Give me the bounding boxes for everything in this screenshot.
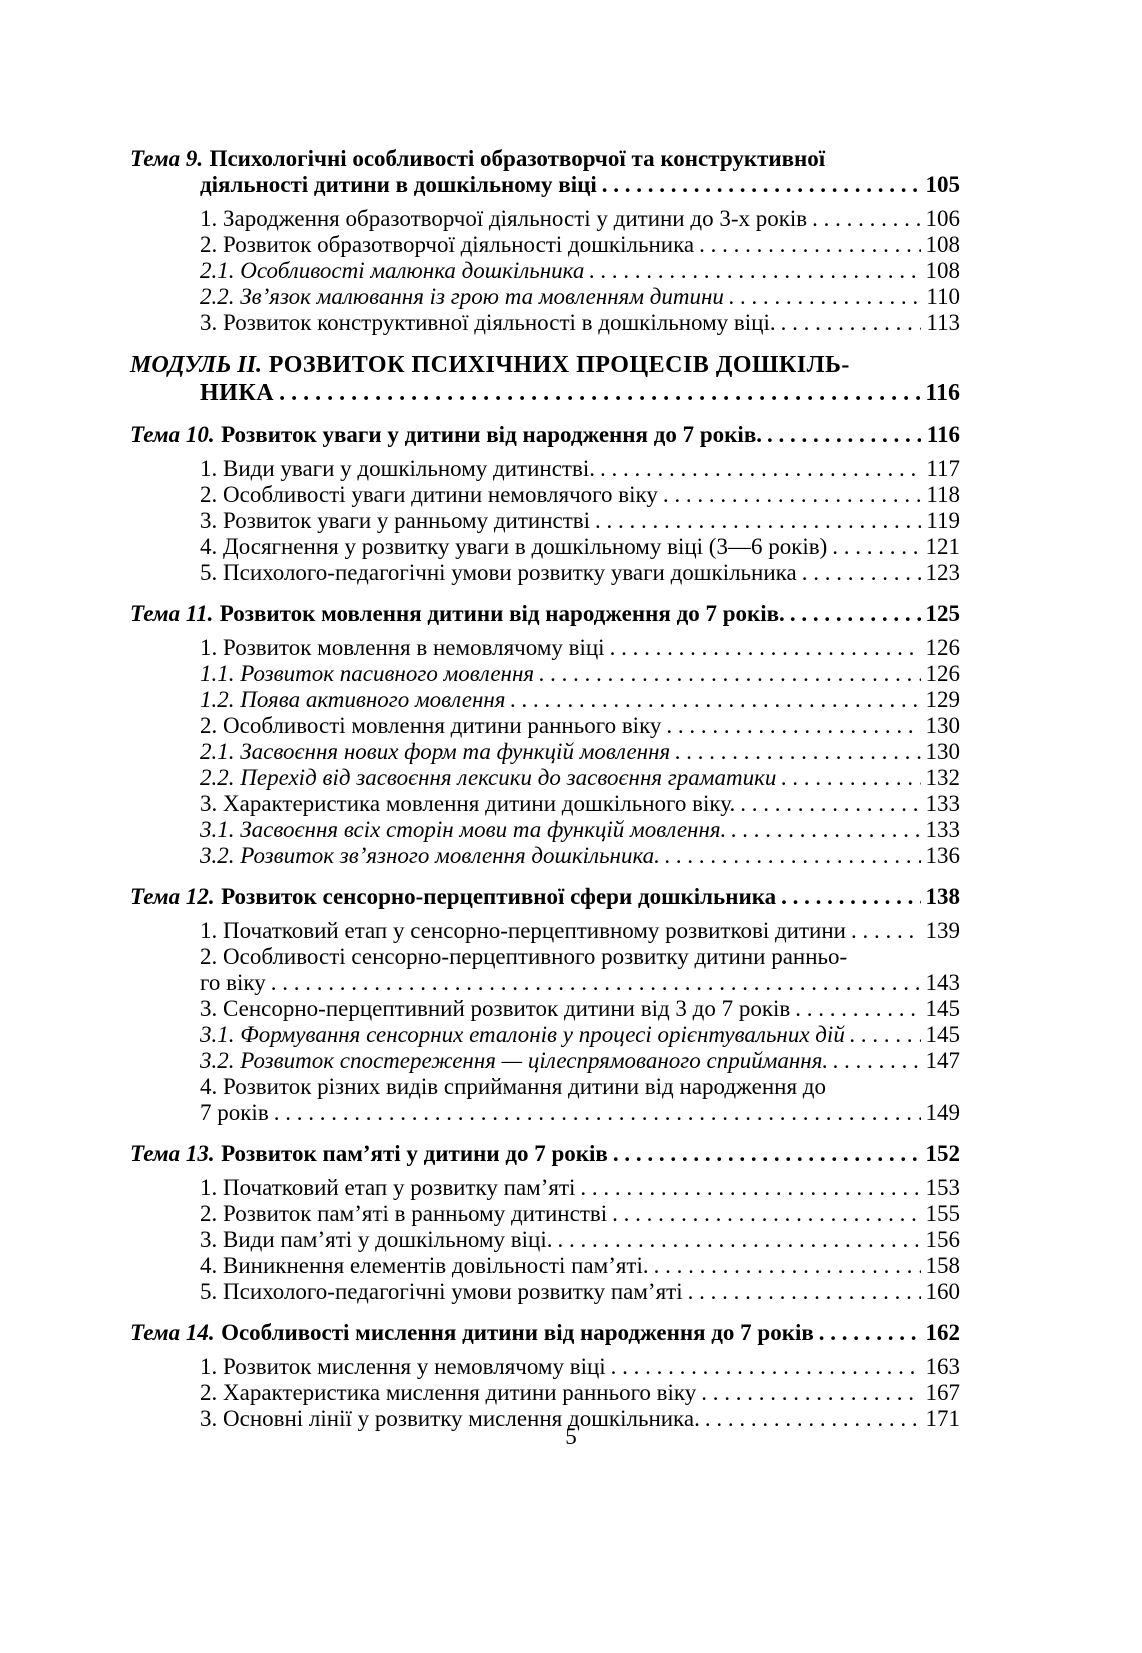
leader-dots — [767, 422, 921, 448]
leader-dots — [851, 918, 921, 944]
leader-dots — [819, 1320, 921, 1346]
section-label: Тема 10. — [130, 422, 215, 447]
toc-section — [130, 601, 960, 869]
module-heading — [130, 351, 960, 407]
toc-item — [200, 843, 960, 869]
toc-item — [200, 456, 960, 482]
leader-dots — [699, 232, 921, 258]
section-label: Тема 12. — [130, 884, 215, 909]
item-text: 1. Початковий етап у розвитку пам’яті — [200, 1175, 576, 1200]
item-line — [200, 661, 960, 687]
item-line — [200, 1201, 960, 1227]
heading-line — [130, 1141, 960, 1167]
leader-dots — [665, 843, 921, 869]
leader-dots — [539, 661, 921, 687]
toc-items — [200, 1354, 960, 1432]
toc-item — [200, 310, 960, 336]
page-ref: 167 — [925, 1380, 960, 1405]
item-text: 3. Основні лінії у розвитку мислення дошкільника. — [200, 1406, 700, 1431]
page-ref: 121 — [925, 534, 960, 559]
leader-dots — [666, 713, 921, 739]
item-line — [200, 1175, 960, 1201]
leader-dots — [701, 1380, 921, 1406]
page-ref: 108 — [925, 258, 960, 283]
page-ref: 153 — [925, 1175, 960, 1200]
page-number: 5 — [565, 1424, 577, 1449]
leader-dots — [602, 172, 921, 198]
toc-item — [200, 1380, 960, 1406]
page-ref: 126 — [925, 661, 960, 686]
item-line — [200, 1227, 960, 1253]
toc-item — [200, 661, 960, 687]
item-line — [200, 1380, 960, 1406]
page-ref: 118 — [926, 482, 960, 507]
toc-item — [200, 1201, 960, 1227]
item-text: 4. Розвиток різних видів сприймання дитини від народження до — [200, 1074, 826, 1099]
toc-section — [130, 146, 960, 336]
toc-section — [130, 351, 960, 407]
leader-dots — [611, 1354, 921, 1380]
item-line — [200, 687, 960, 713]
item-text: 2.1. Засвоєння нових форм та функцій мовлення — [200, 739, 671, 764]
item-line — [200, 206, 960, 232]
item-text: 2. Розвиток образотворчої діяльності дошкільника — [200, 232, 695, 257]
item-line — [200, 284, 960, 310]
toc-item — [200, 1279, 960, 1305]
item-text: 2. Особливості сенсорно-перцептивного розвитку дитини ранньо- — [200, 944, 848, 969]
leader-dots — [802, 560, 921, 586]
section-title: Розвиток сенсорно-перцептивної сфери дошкільника — [221, 884, 777, 909]
page-ref: 108 — [925, 232, 960, 257]
item-text: 3. Характеристика мовлення дитини дошкільного віку. — [200, 791, 736, 816]
item-line — [200, 635, 960, 661]
item-line — [200, 765, 960, 791]
toc-item — [200, 944, 960, 996]
section-label: МОДУЛЬ II. — [130, 352, 262, 378]
leader-dots — [271, 970, 921, 996]
leader-dots — [832, 534, 921, 560]
item-line — [200, 1022, 960, 1048]
leader-dots — [833, 1048, 921, 1074]
item-text: го віку — [200, 970, 266, 995]
leader-dots — [729, 284, 921, 310]
item-line — [200, 232, 960, 258]
leader-dots — [795, 996, 921, 1022]
leader-dots — [663, 482, 921, 508]
page-ref: 133 — [925, 791, 960, 816]
page-ref: 130 — [925, 739, 960, 764]
tema-heading — [130, 601, 960, 627]
toc-section — [130, 1141, 960, 1305]
tema-heading — [130, 1320, 960, 1346]
section-title: Розвиток мовлення дитини від народження до 7 років. — [219, 601, 785, 626]
page-ref: 116 — [926, 422, 960, 447]
page-ref: 160 — [925, 1279, 960, 1304]
toc-item — [200, 817, 960, 843]
page-ref: 152 — [925, 1141, 960, 1166]
leader-dots — [812, 206, 921, 232]
toc-item — [200, 635, 960, 661]
toc-item — [200, 1074, 960, 1126]
page-ref: 133 — [925, 817, 960, 842]
heading-line — [130, 422, 960, 448]
toc-item — [200, 258, 960, 284]
section-title: Психологічні особливості образотворчої та конструктивної — [209, 146, 826, 171]
section-label: Тема 14. — [130, 1320, 215, 1345]
leader-dots — [595, 508, 921, 534]
item-text: 2. Розвиток пам’яті в ранньому дитинстві — [200, 1201, 608, 1226]
item-line — [200, 310, 960, 336]
toc-item — [200, 765, 960, 791]
leader-dots — [781, 310, 921, 336]
item-text: 2. Характеристика мислення дитини раннього віку — [200, 1380, 697, 1405]
item-line — [200, 843, 960, 869]
page-ref: 143 — [925, 970, 960, 995]
page-ref: 105 — [925, 172, 960, 197]
leader-dots — [557, 1227, 921, 1253]
item-text: 4. Виникнення елементів довільності пам’яті. — [200, 1253, 649, 1278]
section-title: Розвиток пам’яті у дитини до 7 років — [221, 1141, 608, 1166]
toc-item — [200, 560, 960, 586]
toc-items — [200, 635, 960, 869]
toc-item — [200, 284, 960, 310]
toc-item — [200, 534, 960, 560]
page-ref: 145 — [925, 1022, 960, 1047]
table-of-contents — [130, 146, 960, 1432]
item-text: 3. Види пам’яті у дошкільному віці. — [200, 1227, 553, 1252]
page-ref: 117 — [926, 456, 960, 481]
item-text: 3. Сенсорно-перцептивний розвиток дитини від 3 до 7 років — [200, 996, 791, 1021]
heading-line — [130, 1320, 960, 1346]
item-line — [200, 918, 960, 944]
tema-heading — [130, 1141, 960, 1167]
page-ref: 116 — [925, 380, 960, 406]
page-ref: 106 — [925, 206, 960, 231]
toc-item — [200, 996, 960, 1022]
item-line — [200, 1100, 960, 1126]
toc-item — [200, 508, 960, 534]
item-text: 2.2. Зв’язок малювання із грою та мовленням дитини — [200, 284, 724, 309]
page-ref: 126 — [925, 635, 960, 660]
toc-item — [200, 1022, 960, 1048]
heading-line — [130, 146, 960, 172]
leader-dots — [781, 765, 921, 791]
section-title: Розвиток уваги у дитини від народження до 7 років. — [221, 422, 762, 447]
item-line — [200, 944, 960, 970]
toc-item — [200, 713, 960, 739]
page-ref: 158 — [925, 1253, 960, 1278]
page-ref: 138 — [925, 884, 960, 909]
leader-dots — [589, 258, 921, 284]
toc-item — [200, 1227, 960, 1253]
page-ref: 149 — [925, 1100, 960, 1125]
page-ref: 147 — [925, 1048, 960, 1073]
item-line — [200, 1074, 960, 1100]
page-ref: 113 — [926, 310, 960, 335]
page-ref: 156 — [925, 1227, 960, 1252]
item-line — [200, 508, 960, 534]
item-line — [200, 560, 960, 586]
item-text: 2.2. Перехід від засвоєння лексики до засвоєння граматики — [200, 765, 777, 790]
toc-items — [200, 918, 960, 1126]
toc-item — [200, 791, 960, 817]
item-line — [200, 1279, 960, 1305]
item-line — [200, 456, 960, 482]
item-text: 3.2. Розвиток спостереження — цілеспрямованого сприймання. — [200, 1048, 829, 1073]
item-text: 2.1. Особливості малюнка дошкільника — [200, 258, 585, 283]
item-text: 7 років — [200, 1100, 269, 1125]
item-line — [200, 791, 960, 817]
heading-line — [130, 351, 960, 379]
toc-section — [130, 1320, 960, 1432]
toc-item — [200, 1048, 960, 1074]
item-text: 3.1. Формування сенсорних еталонів у процесі орієнтувальних дій — [200, 1022, 845, 1047]
leader-dots — [610, 635, 921, 661]
item-text: 1.2. Поява активного мовлення — [200, 687, 506, 712]
page-ref: 145 — [925, 996, 960, 1021]
section-title: НИКА — [200, 380, 275, 406]
tema-heading — [130, 146, 960, 198]
section-title: РОЗВИТОК ПСИХІЧНИХ ПРОЦЕСІВ ДОШКІЛЬ- — [268, 352, 850, 378]
section-label: Тема 13. — [130, 1141, 215, 1166]
toc-items — [200, 206, 960, 336]
leader-dots — [781, 884, 921, 910]
leader-dots — [613, 1141, 921, 1167]
item-text: 5. Психолого-педагогічні умови розвитку пам’яті — [200, 1279, 683, 1304]
page-ref: 163 — [925, 1354, 960, 1379]
leader-dots — [688, 1279, 921, 1305]
toc-item — [200, 482, 960, 508]
section-title: Особливості мислення дитини від народження до 7 років — [221, 1320, 814, 1345]
leader-dots — [850, 1022, 921, 1048]
item-line — [200, 482, 960, 508]
item-text: 1. Початковий етап у сенсорно-перцептивному розвиткові дитини — [200, 918, 846, 943]
page-ref: 171 — [925, 1406, 960, 1431]
toc-item — [200, 232, 960, 258]
item-text: 2. Особливості мовлення дитини раннього віку — [200, 713, 662, 738]
item-text: 1. Розвиток мислення у немовлячому віці — [200, 1354, 606, 1379]
item-line — [200, 1354, 960, 1380]
toc-item — [200, 687, 960, 713]
item-line — [200, 996, 960, 1022]
item-text: 4. Досягнення у розвитку уваги в дошкільному віці (3—6 років) — [200, 534, 828, 559]
item-text: 3. Розвиток уваги у ранньому дитинстві — [200, 508, 591, 533]
heading-line — [130, 379, 960, 407]
heading-line — [130, 172, 960, 198]
leader-dots — [612, 1201, 921, 1227]
toc-item — [200, 739, 960, 765]
page-ref: 129 — [925, 687, 960, 712]
page-ref: 155 — [925, 1201, 960, 1226]
toc-section — [130, 884, 960, 1126]
page-ref: 123 — [925, 560, 960, 585]
page-footer — [0, 1424, 1142, 1450]
leader-dots — [675, 739, 921, 765]
leader-dots — [740, 791, 921, 817]
page-ref: 125 — [925, 601, 960, 626]
toc-item — [200, 1354, 960, 1380]
section-label: Тема 9. — [130, 146, 204, 171]
item-text: 3.1. Засвоєння всіх сторін мови та функцій мовлення. — [200, 817, 727, 842]
item-line — [200, 970, 960, 996]
section-label: Тема 11. — [130, 601, 214, 626]
item-text: 1.1. Розвиток пасивного мовлення — [200, 661, 535, 686]
toc-item — [200, 1253, 960, 1279]
item-line — [200, 739, 960, 765]
leader-dots — [511, 687, 922, 713]
item-text: 1. Види уваги у дошкільному дитинстві. — [200, 456, 595, 481]
toc-items — [200, 1175, 960, 1305]
page-ref: 130 — [925, 713, 960, 738]
item-line — [200, 1048, 960, 1074]
leader-dots — [790, 601, 921, 627]
toc-section — [130, 422, 960, 586]
page-ref: 139 — [925, 918, 960, 943]
page-ref: 162 — [925, 1320, 960, 1345]
page-ref: 119 — [926, 508, 960, 533]
toc-item — [200, 206, 960, 232]
toc-item — [200, 918, 960, 944]
leader-dots — [279, 379, 921, 407]
leader-dots — [580, 1175, 921, 1201]
leader-dots — [731, 817, 921, 843]
item-text: 5. Психолого-педагогічні умови розвитку уваги дошкільника — [200, 560, 797, 585]
item-text: 2. Особливості уваги дитини немовлячого віку — [200, 482, 658, 507]
item-line — [200, 817, 960, 843]
heading-line — [130, 601, 960, 627]
leader-dots — [600, 456, 921, 482]
item-line — [200, 713, 960, 739]
item-text: 1. Зародження образотворчої діяльності у дитини до 3-х років — [200, 206, 808, 231]
page-ref: 110 — [926, 284, 960, 309]
item-text: 1. Розвиток мовлення в немовлячому віці — [200, 635, 605, 660]
page-ref: 136 — [925, 843, 960, 868]
tema-heading — [130, 884, 960, 910]
leader-dots — [654, 1253, 921, 1279]
leader-dots — [274, 1100, 921, 1126]
item-text: 3.2. Розвиток зв’язного мовлення дошкільника. — [200, 843, 660, 868]
toc-items — [200, 456, 960, 586]
item-line — [200, 1253, 960, 1279]
heading-line — [130, 884, 960, 910]
toc-item — [200, 1175, 960, 1201]
page-ref: 132 — [925, 765, 960, 790]
item-text: 3. Розвиток конструктивної діяльності в дошкільному віці. — [200, 310, 776, 335]
item-line — [200, 258, 960, 284]
tema-heading — [130, 422, 960, 448]
item-line — [200, 534, 960, 560]
section-title: діяльності дитини в дошкільному віці — [200, 172, 597, 197]
